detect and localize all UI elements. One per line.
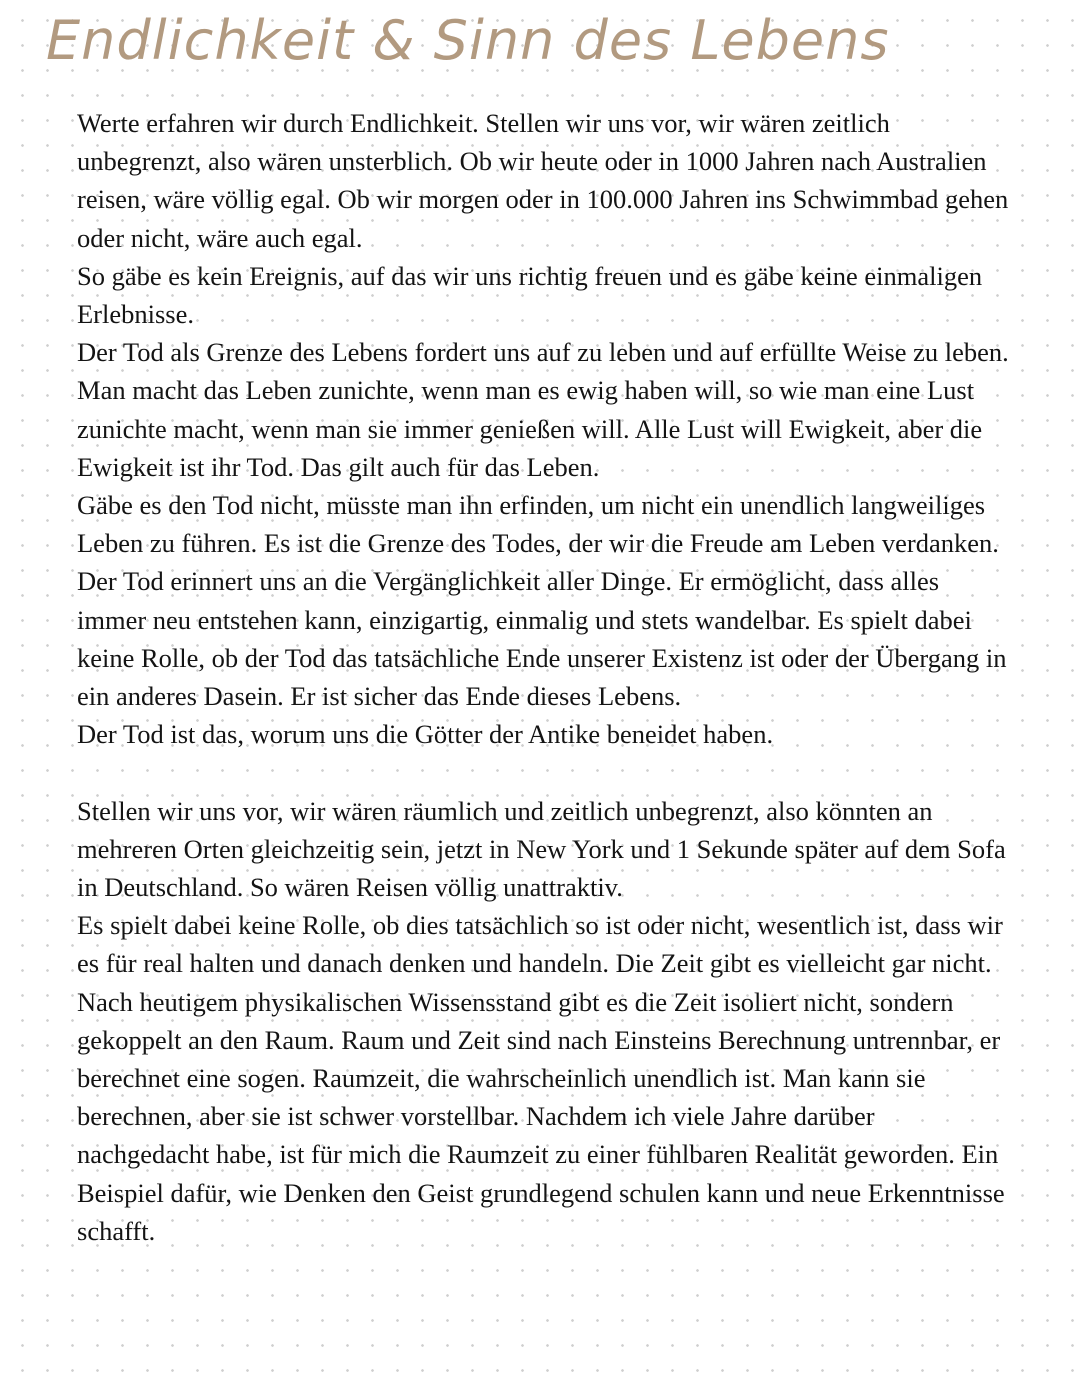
paragraph-3: Der Tod als Grenze des Lebens fordert uns auf zu leben und auf erfüllte Weise zu leben. Man macht das Leben zunichte, wenn man es ewig haben will, so wie man eine Lust zunichte macht, wenn man sie immer genießen will. Alle Lust will Ewigkeit, aber die Ewigkeit ist ihr Tod. Das gilt auch für das Leben. (77, 337, 1009, 482)
paragraph-6: Der Tod ist das, worum uns die Götter der Antike beneidet haben. (77, 719, 774, 750)
paragraph-1: Werte erfahren wir durch Endlichkeit. Stellen wir uns vor, wir wären zeitlich unbegrenzt, also wären unsterblich. Ob wir heute oder in 1000 Jahren nach Australien reisen, wäre völlig egal. Ob wir morgen oder in 100.000 Jahren ins Schwimmbad gehen oder nicht, wäre auch egal. (77, 108, 1009, 253)
paragraph-2: So gäbe es kein Ereignis, auf das wir uns richtig freuen und es gäbe keine einmaligen Erlebnisse. (77, 260, 983, 330)
page-title-text: Endlichkeit & Sinn des Lebens (46, 9, 890, 72)
paragraph-4: Gäbe es den Tod nicht, müsste man ihn erfinden, um nicht ein unendlich langweiliges Leben zu führen. Es ist die Grenze des Todes, der wir die Freude am Leben verdanken. (77, 490, 999, 559)
paragraph-8: Es spielt dabei keine Rolle, ob dies tatsächlich so ist oder nicht, wesentlich ist, dass wir es für real halten und danach denken und handeln. Die Zeit gibt es vielleicht gar nicht. Nach heutigem physikalischen Wissensstand gibt es die Zeit isoliert nicht, sondern gekoppelt an den Raum. Raum und Zeit sind nach Einsteins Berechnung untrennbar, er berechnet eine sogen. Raumzeit, die wahrscheinlich unendlich ist. Man kann sie berechnen, aber sie ist schwer vorstellbar. Nachdem ich viele Jahre darüber nachgedacht habe, ist für mich die Raumzeit zu einer fühlbaren Realität geworden. Ein Beispiel dafür, wie Denken den Geist grundlegend schulen kann und neue Erkenntnisse schafft. (77, 910, 1005, 1246)
note-body (77, 104, 1012, 1250)
paragraph-gap (77, 753, 1012, 791)
paragraph-7: Stellen wir uns vor, wir wären räumlich und zeitlich unbegrenzt, also könnten an mehreren Orten gleichzeitig sein, jetzt in New York und 1 Sekunde später auf dem Sofa in Deutschland. So wären Reisen völlig unattraktiv. (77, 795, 1006, 903)
page-title (46, 0, 890, 82)
paragraph-5: Der Tod erinnert uns an die Vergänglichkeit aller Dinge. Er ermöglicht, dass alles immer neu entstehen kann, einzigartig, einmalig und stets wandelbar. Es spielt dabei keine Rolle, ob der Tod das tatsächliche Ende unserer Existenz ist oder der Übergang in ein anderes Dasein. Er ist sicher das Ende dieses Lebens. (77, 566, 1007, 712)
